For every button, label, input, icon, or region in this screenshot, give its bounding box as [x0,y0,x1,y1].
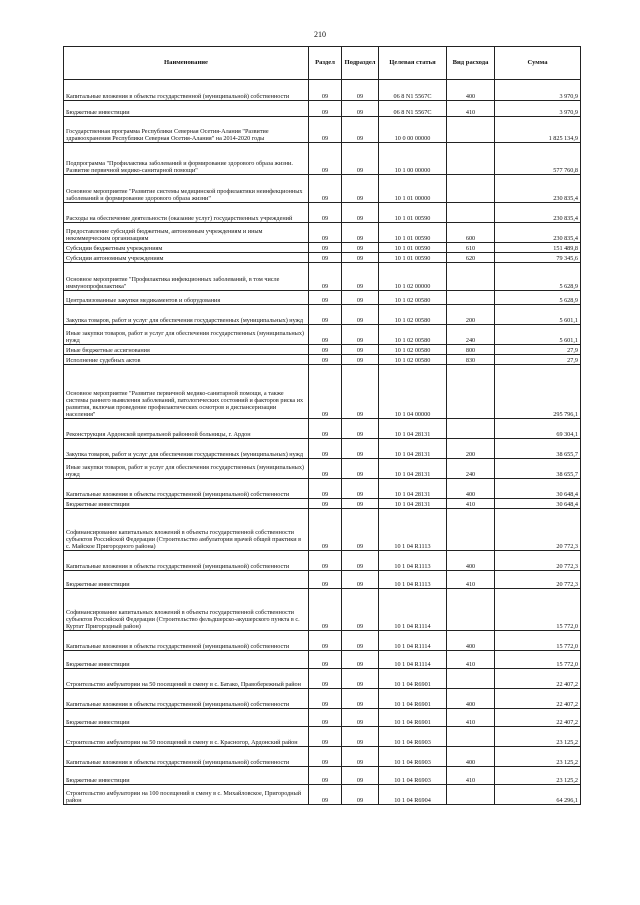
table-row [64,479,581,499]
row-section-cell: 09 [309,291,342,305]
row-expense-type-cell: 240 [447,459,495,479]
row-amount-cell: 3 970,9 [495,80,581,101]
row-expense-type-cell: 400 [447,747,495,767]
row-subsection-cell: 09 [342,243,379,253]
row-section-cell: 09 [309,117,342,143]
table-row [64,459,581,479]
row-section-cell: 09 [309,175,342,203]
header-amount: Сумма [495,47,581,80]
row-section-cell: 09 [309,727,342,747]
row-amount-cell: 23 125,2 [495,747,581,767]
row-amount-cell: 38 655,7 [495,439,581,459]
row-subsection-cell: 09 [342,365,379,419]
row-expense-type-cell [447,291,495,305]
row-target-item-cell: 10 1 04 28131 [379,459,447,479]
header-section: Раздел [309,47,342,80]
row-amount-cell: 20 772,3 [495,551,581,571]
page-number: 210 [314,30,326,39]
row-name-cell: Софинансирование капитальных вложений в объекты государственной собственности субъектов Российской Федерации (Строительство амбулатории врачей общей практики в с. Майское Пригородного района) [64,509,309,551]
row-target-item-cell: 10 1 04 28131 [379,479,447,499]
row-target-item-cell: 10 1 04 R6903 [379,727,447,747]
row-target-item-cell: 10 1 04 R6904 [379,785,447,805]
row-subsection-cell: 09 [342,747,379,767]
table-row [64,551,581,571]
row-expense-type-cell [447,589,495,631]
row-amount-cell: 30 648,4 [495,479,581,499]
table-row [64,263,581,291]
row-amount-cell: 5 628,9 [495,291,581,305]
row-subsection-cell: 09 [342,669,379,689]
row-amount-cell: 30 648,4 [495,499,581,509]
row-target-item-cell: 10 1 01 00590 [379,203,447,223]
row-subsection-cell: 09 [342,785,379,805]
row-target-item-cell: 10 1 04 R1114 [379,631,447,651]
table-row [64,291,581,305]
row-amount-cell: 23 125,2 [495,767,581,785]
row-name-cell: Иные закупки товаров, работ и услуг для обеспечения государственных (муниципальных) нужд [64,459,309,479]
row-amount-cell: 1 825 134,9 [495,117,581,143]
row-section-cell: 09 [309,669,342,689]
row-expense-type-cell [447,117,495,143]
row-target-item-cell: 10 1 04 R1114 [379,651,447,669]
row-target-item-cell: 10 1 00 00000 [379,143,447,175]
row-expense-type-cell: 410 [447,651,495,669]
row-amount-cell: 15 772,0 [495,651,581,669]
row-expense-type-cell: 200 [447,439,495,459]
row-expense-type-cell: 400 [447,80,495,101]
row-expense-type-cell: 410 [447,767,495,785]
row-subsection-cell: 09 [342,651,379,669]
row-name-cell: Капитальные вложения в объекты государственной (муниципальной) собственности [64,689,309,709]
row-name-cell: Капитальные вложения в объекты государственной (муниципальной) собственности [64,747,309,767]
row-expense-type-cell: 830 [447,355,495,365]
table-row [64,709,581,727]
row-target-item-cell: 10 1 02 00000 [379,263,447,291]
row-target-item-cell: 10 1 02 00580 [379,305,447,325]
row-name-cell: Закупка товаров, работ и услуг для обеспечения государственных (муниципальных) нужд [64,305,309,325]
row-amount-cell: 295 796,1 [495,365,581,419]
row-name-cell: Подпрограмма "Профилактика заболеваний и формирование здорового образа жизни. Развитие первичной медико-санитарной помощи" [64,143,309,175]
row-amount-cell: 230 835,4 [495,203,581,223]
row-target-item-cell: 10 1 04 28131 [379,439,447,459]
row-expense-type-cell [447,509,495,551]
row-amount-cell: 15 772,0 [495,631,581,651]
row-expense-type-cell [447,727,495,747]
row-amount-cell: 20 772,3 [495,571,581,589]
table-row [64,117,581,143]
row-section-cell: 09 [309,203,342,223]
row-name-cell: Капитальные вложения в объекты государственной (муниципальной) собственности [64,80,309,101]
row-name-cell: Строительство амбулатории на 50 посещений в смену в с. Батако, Правобережный район [64,669,309,689]
row-amount-cell: 69 304,1 [495,419,581,439]
row-target-item-cell: 06 8 N1 5567C [379,80,447,101]
row-target-item-cell: 10 1 01 00590 [379,243,447,253]
row-subsection-cell: 09 [342,253,379,263]
table-row [64,651,581,669]
row-target-item-cell: 10 1 04 R1113 [379,509,447,551]
row-expense-type-cell: 400 [447,479,495,499]
row-section-cell: 09 [309,499,342,509]
row-name-cell: Закупка товаров, работ и услуг для обеспечения государственных (муниципальных) нужд [64,439,309,459]
row-section-cell: 09 [309,631,342,651]
row-amount-cell: 22 407,2 [495,669,581,689]
row-target-item-cell: 10 1 04 R6903 [379,767,447,785]
row-target-item-cell: 10 1 02 00580 [379,355,447,365]
table-row [64,439,581,459]
table-row [64,727,581,747]
row-subsection-cell: 09 [342,223,379,243]
row-amount-cell: 27,9 [495,345,581,355]
row-name-cell: Капитальные вложения в объекты государственной (муниципальной) собственности [64,551,309,571]
table-row [64,253,581,263]
row-target-item-cell: 10 0 00 00000 [379,117,447,143]
row-target-item-cell: 10 1 04 R1114 [379,589,447,631]
row-target-item-cell: 10 1 04 R6901 [379,669,447,689]
header-subsection: Подраздел [342,47,379,80]
row-subsection-cell: 09 [342,499,379,509]
row-name-cell: Бюджетные инвестиции [64,767,309,785]
row-amount-cell: 3 970,9 [495,101,581,117]
row-subsection-cell: 09 [342,551,379,571]
row-subsection-cell: 09 [342,709,379,727]
row-subsection-cell: 09 [342,419,379,439]
row-section-cell: 09 [309,223,342,243]
row-section-cell: 09 [309,365,342,419]
row-name-cell: Исполнение судебных актов [64,355,309,365]
row-expense-type-cell [447,175,495,203]
row-amount-cell: 22 407,2 [495,689,581,709]
row-name-cell: Бюджетные инвестиции [64,101,309,117]
row-name-cell: Основное мероприятие "Профилактика инфекционных заболеваний, в том числе иммунопрофилактика" [64,263,309,291]
row-expense-type-cell: 610 [447,243,495,253]
row-name-cell: Основное мероприятие "Развитие системы медицинской профилактики неинфекционных заболеваний и формирование здорового образа жизни" [64,175,309,203]
row-expense-type-cell: 600 [447,223,495,243]
row-target-item-cell: 10 1 01 00000 [379,175,447,203]
row-section-cell: 09 [309,747,342,767]
table-row [64,669,581,689]
row-section-cell: 09 [309,143,342,175]
row-name-cell: Субсидии бюджетным учреждениям [64,243,309,253]
row-expense-type-cell: 410 [447,499,495,509]
row-target-item-cell: 10 1 04 R1113 [379,551,447,571]
row-expense-type-cell: 620 [447,253,495,263]
table-row [64,571,581,589]
row-subsection-cell: 09 [342,689,379,709]
row-section-cell: 09 [309,589,342,631]
table-row [64,355,581,365]
table-row [64,243,581,253]
row-amount-cell: 230 835,4 [495,223,581,243]
row-expense-type-cell: 400 [447,631,495,651]
row-section-cell: 09 [309,243,342,253]
row-amount-cell: 5 628,9 [495,263,581,291]
row-subsection-cell: 09 [342,727,379,747]
row-section-cell: 09 [309,325,342,345]
table-row [64,631,581,651]
row-section-cell: 09 [309,689,342,709]
row-section-cell: 09 [309,345,342,355]
table-row [64,143,581,175]
row-target-item-cell: 10 1 04 R1113 [379,571,447,589]
table-row [64,785,581,805]
row-amount-cell: 79 345,6 [495,253,581,263]
table-header-row [64,47,581,80]
table-row [64,101,581,117]
row-target-item-cell: 10 1 04 28131 [379,499,447,509]
budget-table [63,46,581,805]
row-name-cell: Капитальные вложения в объекты государственной (муниципальной) собственности [64,631,309,651]
table-row [64,747,581,767]
row-section-cell: 09 [309,459,342,479]
row-subsection-cell: 09 [342,459,379,479]
row-name-cell: Централизованные закупки медикаментов и оборудования [64,291,309,305]
row-section-cell: 09 [309,355,342,365]
row-target-item-cell: 06 8 N1 5567C [379,101,447,117]
row-section-cell: 09 [309,551,342,571]
row-target-item-cell: 10 1 01 00590 [379,223,447,243]
header-name: Наименование [64,47,309,80]
row-expense-type-cell: 410 [447,101,495,117]
table-body [64,80,581,805]
row-section-cell: 09 [309,253,342,263]
row-name-cell: Субсидии автономным учреждениям [64,253,309,263]
table-row [64,345,581,355]
row-section-cell: 09 [309,509,342,551]
row-amount-cell: 64 296,1 [495,785,581,805]
table-row [64,509,581,551]
row-section-cell: 09 [309,651,342,669]
row-target-item-cell: 10 1 02 00580 [379,291,447,305]
row-amount-cell: 5 601,1 [495,305,581,325]
row-name-cell: Капитальные вложения в объекты государственной (муниципальной) собственности [64,479,309,499]
row-expense-type-cell: 240 [447,325,495,345]
row-subsection-cell: 09 [342,80,379,101]
table-row [64,325,581,345]
row-amount-cell: 15 772,0 [495,589,581,631]
row-amount-cell: 22 407,2 [495,709,581,727]
table-row [64,203,581,223]
row-expense-type-cell [447,419,495,439]
row-name-cell: Предоставление субсидий бюджетным, автономным учреждениям и иным некоммерческим организациям [64,223,309,243]
row-name-cell: Расходы на обеспечение деятельности (оказание услуг) государственных учреждений [64,203,309,223]
row-amount-cell: 151 489,8 [495,243,581,253]
row-subsection-cell: 09 [342,143,379,175]
table-row [64,419,581,439]
row-name-cell: Реконструкция Ардонской центральной районной больницы, г. Ардон [64,419,309,439]
row-name-cell: Строительство амбулатории на 100 посещений в смену в с. Михайловское, Пригородный район [64,785,309,805]
row-amount-cell: 27,9 [495,355,581,365]
table-row [64,689,581,709]
table-row [64,305,581,325]
table-row [64,589,581,631]
row-expense-type-cell: 400 [447,689,495,709]
row-subsection-cell: 09 [342,291,379,305]
row-section-cell: 09 [309,439,342,459]
row-target-item-cell: 10 1 04 R6901 [379,689,447,709]
row-section-cell: 09 [309,80,342,101]
row-amount-cell: 20 772,3 [495,509,581,551]
row-section-cell: 09 [309,263,342,291]
row-section-cell: 09 [309,419,342,439]
table-row [64,499,581,509]
table-row [64,223,581,243]
row-expense-type-cell [447,203,495,223]
row-subsection-cell: 09 [342,305,379,325]
row-expense-type-cell: 410 [447,709,495,727]
table-row [64,175,581,203]
row-expense-type-cell: 200 [447,305,495,325]
header-expense-type: Вид расхода [447,47,495,80]
row-section-cell: 09 [309,101,342,117]
table-row [64,80,581,101]
row-expense-type-cell [447,263,495,291]
row-amount-cell: 38 655,7 [495,459,581,479]
row-expense-type-cell: 410 [447,571,495,589]
row-subsection-cell: 09 [342,101,379,117]
row-name-cell: Иные закупки товаров, работ и услуг для обеспечения государственных (муниципальных) нужд [64,325,309,345]
row-name-cell: Государственная программа Республики Северная Осетия-Алания "Развитие здравоохранения Республики Северная Осетия-Алания" на 2014-2020 годы [64,117,309,143]
row-name-cell: Бюджетные инвестиции [64,651,309,669]
row-expense-type-cell [447,143,495,175]
row-subsection-cell: 09 [342,589,379,631]
row-subsection-cell: 09 [342,479,379,499]
row-section-cell: 09 [309,305,342,325]
row-amount-cell: 577 760,8 [495,143,581,175]
header-target-item: Целевая статья [379,47,447,80]
row-subsection-cell: 09 [342,175,379,203]
row-subsection-cell: 09 [342,631,379,651]
row-subsection-cell: 09 [342,325,379,345]
row-target-item-cell: 10 1 04 00000 [379,365,447,419]
row-amount-cell: 230 835,4 [495,175,581,203]
row-subsection-cell: 09 [342,355,379,365]
table-row [64,365,581,419]
row-target-item-cell: 10 1 02 00580 [379,345,447,355]
row-subsection-cell: 09 [342,117,379,143]
row-subsection-cell: 09 [342,345,379,355]
row-section-cell: 09 [309,767,342,785]
row-target-item-cell: 10 1 04 28131 [379,419,447,439]
row-amount-cell: 5 601,1 [495,325,581,345]
row-subsection-cell: 09 [342,571,379,589]
row-subsection-cell: 09 [342,263,379,291]
row-section-cell: 09 [309,785,342,805]
row-subsection-cell: 09 [342,439,379,459]
row-name-cell: Бюджетные инвестиции [64,571,309,589]
table-row [64,767,581,785]
row-name-cell: Строительство амбулатории на 50 посещений в смену в с. Красногор, Ардонский район [64,727,309,747]
row-section-cell: 09 [309,479,342,499]
row-subsection-cell: 09 [342,203,379,223]
row-target-item-cell: 10 1 02 00580 [379,325,447,345]
row-name-cell: Основное мероприятие "Развитие первичной медико-санитарной помощи, а также системы раннего выявления заболеваний, патологических состояний и факторов риска их развития, включая проведение профилактических осмотров и диспансеризации населения" [64,365,309,419]
row-section-cell: 09 [309,709,342,727]
row-target-item-cell: 10 1 01 00590 [379,253,447,263]
row-amount-cell: 23 125,2 [495,727,581,747]
row-expense-type-cell [447,669,495,689]
row-target-item-cell: 10 1 04 R6903 [379,747,447,767]
row-name-cell: Иные бюджетные ассигнования [64,345,309,355]
row-name-cell: Софинансирование капитальных вложений в объекты государственной собственности субъектов Российской Федерации (Строительство фельдшерско-акушерского пункта в с. Куртат Пригородный район) [64,589,309,631]
row-expense-type-cell [447,365,495,419]
row-target-item-cell: 10 1 04 R6901 [379,709,447,727]
row-subsection-cell: 09 [342,767,379,785]
row-name-cell: Бюджетные инвестиции [64,709,309,727]
row-name-cell: Бюджетные инвестиции [64,499,309,509]
row-expense-type-cell: 400 [447,551,495,571]
row-section-cell: 09 [309,571,342,589]
row-subsection-cell: 09 [342,509,379,551]
row-expense-type-cell: 800 [447,345,495,355]
row-expense-type-cell [447,785,495,805]
